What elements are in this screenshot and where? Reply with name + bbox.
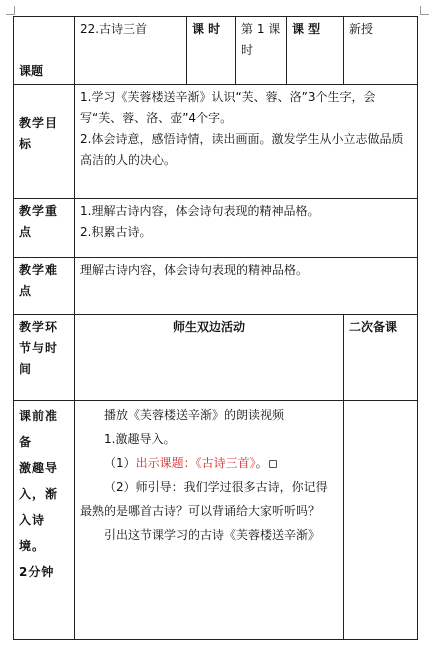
activity-line-intro: 1.激趣导入。 <box>104 432 176 446</box>
header-row <box>14 17 418 85</box>
phase-cell <box>14 401 75 640</box>
goals-content <box>75 85 418 199</box>
goal-1: 1.学习《芙蓉楼送辛渐》认识“芙、蓉、洛”3个生字，会写“芙、蓉、洛、壶”4个字。 <box>80 90 376 125</box>
difficulties-row <box>14 258 418 315</box>
phase-column-label: 教学环节与时间 <box>14 315 75 401</box>
key-point-2: 2.积累古诗。 <box>80 225 152 239</box>
page-corner-mark-right <box>420 6 429 15</box>
activity-line-guide: （2）师引导：我们学过很多古诗，你记得最熟的是哪首古诗？可以背诵给大家听听吗？ <box>80 480 328 518</box>
lesson-plan-table <box>13 16 418 640</box>
topic-value: 22.古诗三首 <box>75 17 187 85</box>
difficulties-label: 教学难点 <box>14 258 75 315</box>
title-step-number: （1） <box>104 456 136 470</box>
topic-label: 课题 <box>14 17 75 85</box>
phase-line-2: 激趣导入，渐入诗境。 <box>19 461 59 553</box>
activity-line-title <box>80 451 338 475</box>
column-header-row <box>14 315 418 401</box>
revision-cell <box>344 401 418 640</box>
text-anchor-icon <box>269 460 277 468</box>
difficulties-content: 理解古诗内容，体会诗句表现的精神品格。 <box>75 258 418 315</box>
phase-line-3: 2分钟 <box>19 565 55 579</box>
key-point-1: 1.理解古诗内容，体会诗句表现的精神品格。 <box>80 204 320 218</box>
page-corner-mark-left <box>6 6 15 15</box>
revision-column-label: 二次备课 <box>344 315 418 401</box>
activity-column-label: 师生双边活动 <box>75 315 344 401</box>
key-points-row <box>14 199 418 258</box>
goals-label: 教学目标 <box>14 85 75 199</box>
lesson-phase-row <box>14 401 418 640</box>
goals-row <box>14 85 418 199</box>
phase-line-1: 课前准备 <box>19 409 59 449</box>
activity-line-lead: 引出这节课学习的古诗《芙蓉楼送辛渐》 <box>104 528 321 542</box>
activity-line-video: 播放《芙蓉楼送辛渐》的朗读视频 <box>104 408 285 422</box>
key-points-content <box>75 199 418 258</box>
type-label: 课 型 <box>287 17 344 85</box>
type-value: 新授 <box>344 17 418 85</box>
hours-value: 第 1 课时 <box>236 17 287 85</box>
title-highlight: 出示课题：《古诗三首》 <box>135 456 256 470</box>
key-points-label: 教学重点 <box>14 199 75 258</box>
hours-label: 课 时 <box>187 17 236 85</box>
activity-cell <box>75 401 344 640</box>
goal-2: 2.体会诗意，感悟诗情，读出画面。激发学生从小立志做品质高洁的人的决心。 <box>80 132 404 167</box>
title-step-suffix: 。 <box>255 456 268 470</box>
